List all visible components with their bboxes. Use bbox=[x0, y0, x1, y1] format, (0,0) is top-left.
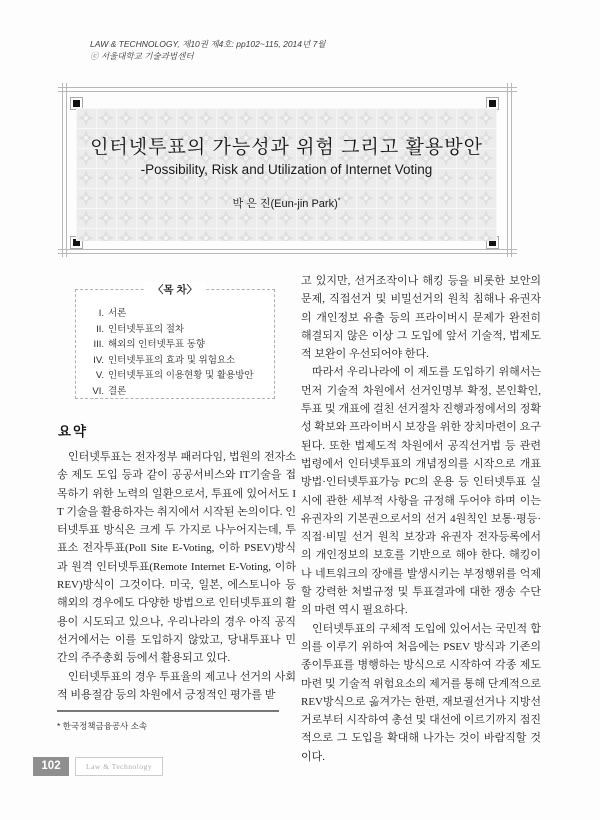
author-name: 박 은 진(Eun-jin Park) bbox=[232, 198, 338, 210]
abstract-heading: 요약 bbox=[58, 424, 89, 439]
abstract-left-column bbox=[57, 448, 296, 704]
paper-title-english: -Possibility, Risk and Utilization of Internet Voting bbox=[140, 162, 433, 177]
abstract-paragraph: 인터넷투표는 전자정부 패러다임, 법원의 전자소송 제도 도입 등과 같이 공공서비스와 IT기술을 접목하기 위한 노력의 일환으로서, 투표에 있어서도 IT 기술을 활용하자는 취지에서 시작된 논의이다. 인터넷투표 방식은 크게 두 가지로 나누어지는데, 투표소 전자투표(Poll Site E-Voting, 이하 PSEV)방식과 원격 인터넷투표(Remote Internet E-Voting, 이하 REV)방식이 그것이다. 미국, 일본, 에스토니아 등 해외의 경우에도 다양한 방법으로 인터넷투표의 활용이 시도되고 있으나, 우리나라의 경우 아직 공직선거에서는 이를 도입하지 않았고, 당내투표나 민간의 주주총회 등에서 활용되고 있다. bbox=[57, 451, 296, 665]
toc-item-label: 인터넷투표의 절차 bbox=[108, 323, 185, 335]
toc-box bbox=[75, 284, 275, 399]
page-number-badge: 102 bbox=[33, 757, 69, 776]
copyright-line: ⓒ 서울대학교 기술과법센터 bbox=[90, 51, 194, 61]
author-line bbox=[76, 195, 497, 211]
paper-title-korean: 인터넷투표의 가능성과 위험 그리고 활용방안 bbox=[90, 137, 483, 158]
title-frame-bottom-rule bbox=[58, 249, 517, 254]
toc-item-label: 인터넷투표의 효과 및 위험요소 bbox=[108, 354, 236, 366]
toc-heading: 〈목 차〉 bbox=[144, 282, 206, 297]
title-box bbox=[76, 108, 497, 241]
toc-item-numeral: II. bbox=[96, 323, 104, 335]
abstract-paragraph: 인터넷투표의 경우 투표율의 제고나 선거의 사회적 비용절감 등의 차원에서 긍정적인 평가를 받 bbox=[57, 670, 296, 701]
abstract-paragraph: 고 있지만, 선거조작이나 해킹 등을 비롯한 보안의 문제, 직접선거 및 비밀선거의 원칙 침해나 유권자의 개인정보 유출 등의 프라이버시 문제가 완전히 해결되지 않은 이상 그 도입에 앞서 기술적, 법제도적 보완이 우선되어야 한다. bbox=[301, 275, 541, 361]
toc-item-numeral: V. bbox=[95, 370, 104, 381]
abstract-paragraph: 따라서 우리나라에 이 제도를 도입하기 위해서는 먼저 기술적 차원에서 선거인명부 확정, 본인확인, 투표 및 개표에 걸친 선거절차 진행과정에서의 정확성 확보와 프라이버시 보장을 위한 장치마련이 요구된다. 또한 법제도적 차원에서 공직선거법 등 관련법령에서 인터넷투표의 개념정의를 시작으로 개표방법·인터넷투표가능 PC의 운용 등 인터넷투표 실시에 관한 세부적 사항을 규정해 두어야 하며 이는 유권자의 기본권으로서의 선거 4원칙인 보통·평등·직접·비밀 선거 원칙 보장과 유권자 전자등록에서의 개인정보의 보호를 기반으로 해야 한다. 해킹이나 네트워크의 장애를 발생시키는 부정행위를 억제할 강력한 처벌규정 및 투표결과에 대한 쟁송 수단의 마련 역시 필요하다. bbox=[301, 366, 541, 617]
journal-name-box: Law & Technology bbox=[75, 757, 163, 776]
abstract-right-column bbox=[301, 272, 541, 766]
toc-item bbox=[86, 384, 274, 400]
author-affiliation-footnote: * 한국정책금융공사 소속 bbox=[57, 721, 148, 731]
title-frame-right-rule bbox=[507, 83, 512, 257]
toc-list bbox=[86, 306, 274, 399]
title-frame-top-rule bbox=[58, 87, 517, 92]
toc-item-label: 결론 bbox=[108, 385, 127, 397]
toc-item-label: 인터넷투표의 이용현황 및 활용방안 bbox=[108, 370, 254, 381]
toc-item bbox=[86, 368, 274, 384]
journal-citation-line: LAW & TECHNOLOGY, 제10권 제4호: pp102~115, 2014년 7월 bbox=[90, 39, 326, 49]
footnote-divider bbox=[57, 710, 279, 712]
toc-item bbox=[86, 322, 274, 338]
toc-item-numeral: I. bbox=[98, 308, 104, 319]
header-meta bbox=[90, 38, 326, 62]
toc-item bbox=[86, 306, 274, 322]
toc-item-numeral: IV. bbox=[93, 354, 104, 366]
toc-item-numeral: VI. bbox=[92, 385, 104, 397]
toc-item-label: 해외의 인터넷투표 동향 bbox=[108, 339, 206, 350]
abstract-paragraph: 인터넷투표의 구체적 도입에 있어서는 국민적 합의를 이루기 위하여 처음에는 PSEV 방식과 기존의 종이투표를 병행하는 방식으로 시작하여 각종 제도 마련 및 기술적 위험요소의 제거를 통해 단계적으로 REV방식으로 옮겨가는 한편, 재보궐선거나 지방선거로부터 시작하여 총선 및 대선에 이르기까지 점진적으로 그 도입을 확대해 나가는 것이 바람직할 것이다. bbox=[301, 622, 541, 763]
author-footnote-mark: * bbox=[337, 197, 341, 205]
toc-item bbox=[86, 353, 274, 369]
title-frame-left-rule bbox=[62, 83, 67, 257]
toc-item bbox=[86, 337, 274, 353]
toc-item-label: 서론 bbox=[108, 308, 127, 319]
toc-item-numeral: III. bbox=[93, 339, 104, 350]
